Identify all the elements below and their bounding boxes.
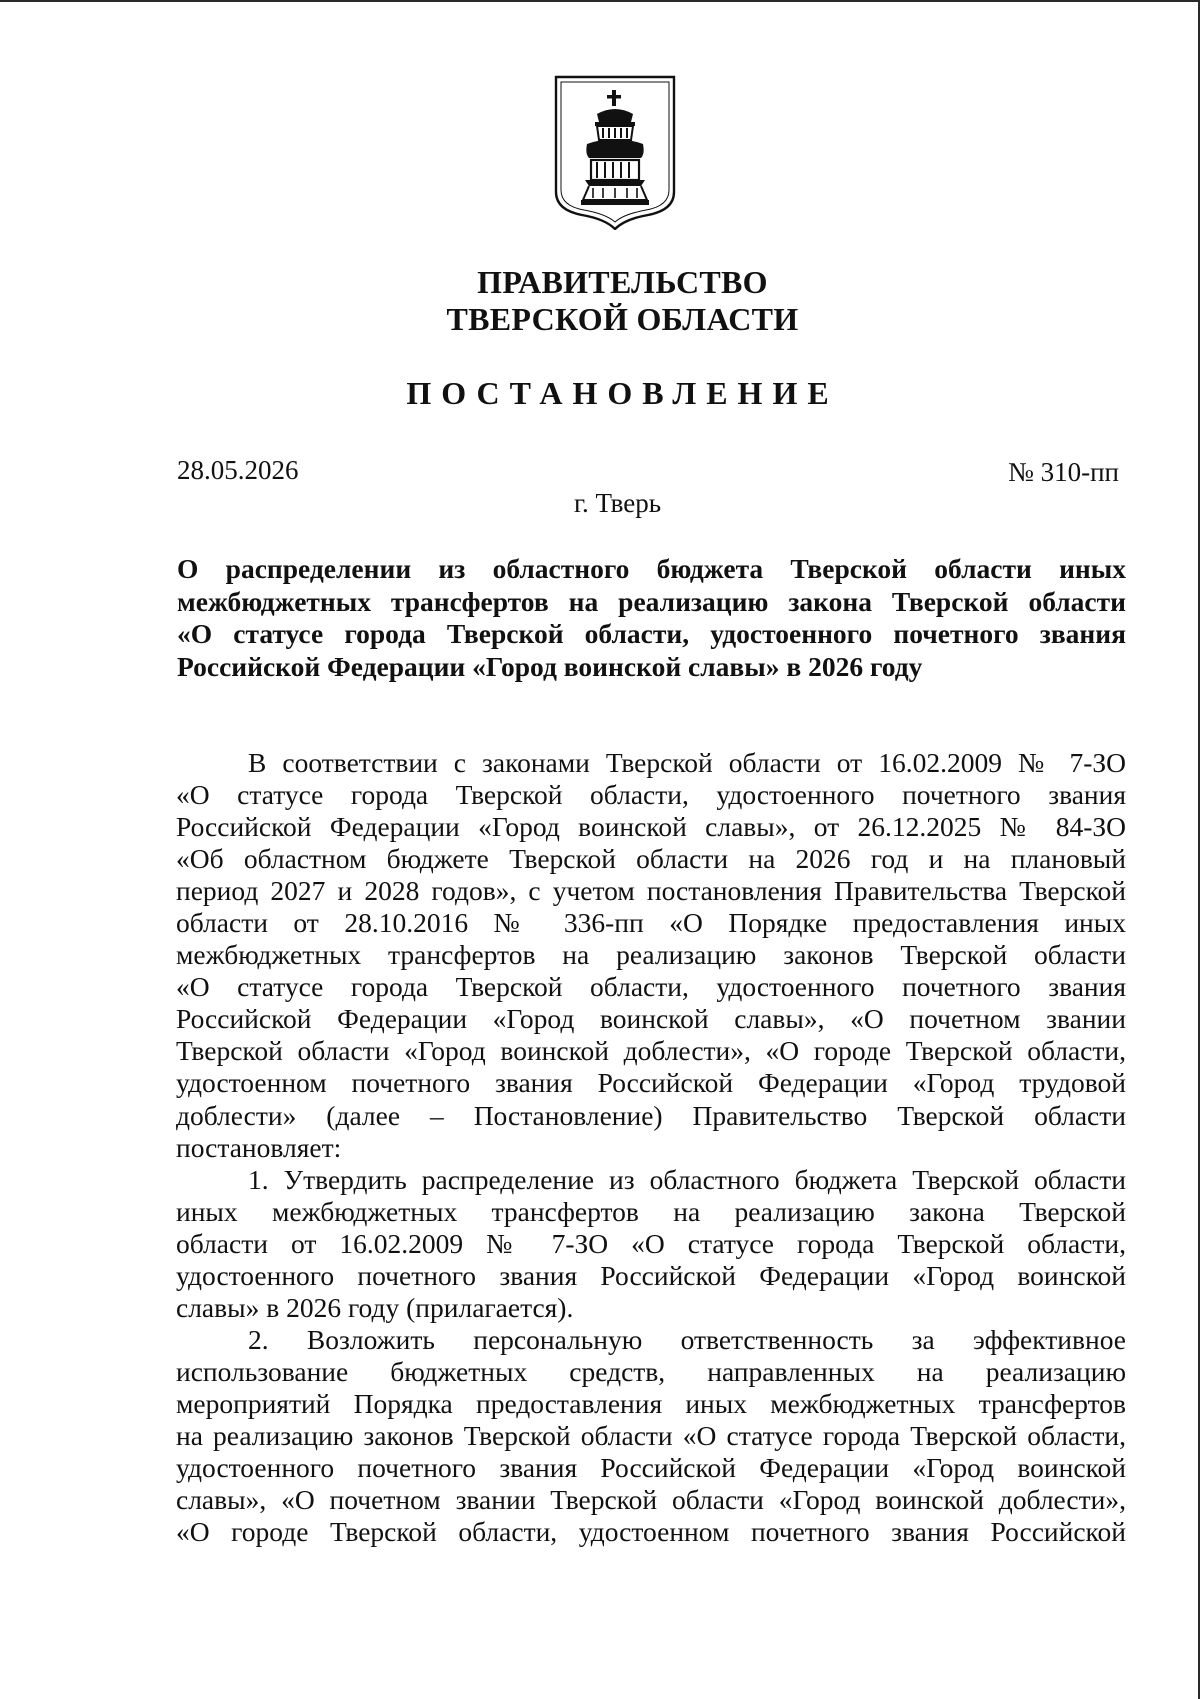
body-line: «О городе Тверской области, удостоенном почетного звания Российской — [176, 1516, 1126, 1548]
document-number: № 310-пп — [1008, 457, 1119, 487]
title-line: О распределении из областного бюджета Тверской области иных — [177, 553, 1126, 584]
body-line: 2. Возложить персональную ответственность за эффективное — [248, 1323, 1126, 1355]
body-line: «О статусе города Тверской области, удостоенного почетного звания — [176, 779, 1126, 811]
org-name-line-1: ПРАВИТЕЛЬСТВО — [477, 264, 768, 300]
body-line: использование бюджетных средств, направленных на реализацию — [176, 1355, 1126, 1387]
body-line: славы», «О почетном звании Тверской области «Город воинской доблести», — [176, 1484, 1126, 1516]
body-line: межбюджетных трансфертов на реализацию законов Тверской области — [176, 939, 1126, 971]
body-line: Российской Федерации «Город воинской славы», от 26.12.2025 № 84-ЗО — [176, 811, 1126, 843]
body-line: Российской Федерации «Город воинской славы», «О почетном звании — [176, 1003, 1126, 1035]
title-line: Российской Федерации «Город воинской славы» в 2026 году — [177, 650, 923, 682]
scan-border-top — [0, 0, 1200, 2]
title-line: межбюджетных трансфертов на реализацию закона Тверской области — [177, 585, 1126, 617]
body-line: удостоенного почетного звания Российской Федерации «Город воинской — [176, 1259, 1126, 1291]
document-title — [177, 553, 1126, 683]
body-line: области от 16.02.2009 № 7-ЗО «О статусе города Тверской области, — [176, 1227, 1126, 1259]
body-line: удостоенном почетного звания Российской Федерации «Город трудовой — [176, 1067, 1126, 1099]
body-line: доблести» (далее – Постановление) Правительство Тверской области — [176, 1099, 1126, 1131]
title-line: «О статусе города Тверской области, удостоенного почетного звания — [177, 618, 1126, 650]
body-line: удостоенного почетного звания Российской Федерации «Город воинской — [176, 1452, 1126, 1484]
body-line: «О статусе города Тверской области, удостоенного почетного звания — [176, 971, 1126, 1003]
body-line: мероприятий Порядка предоставления иных межбюджетных трансфертов — [176, 1387, 1126, 1419]
body-line: Тверской области «Город воинской доблести», «О городе Тверской области, — [176, 1035, 1126, 1067]
body-line: «Об областном бюджете Тверской области на 2026 год и на плановый — [176, 843, 1126, 875]
document-body — [176, 747, 1126, 1548]
body-line: иных межбюджетных трансфертов на реализацию закона Тверской — [176, 1195, 1126, 1227]
org-name-line-2: ТВЕРСКОЙ ОБЛАСТИ — [446, 301, 799, 337]
body-line: на реализацию законов Тверской области «О статусе города Тверской области, — [176, 1419, 1126, 1451]
body-line: постановляет: — [176, 1131, 342, 1163]
body-line: славы» в 2026 году (прилагается). — [176, 1291, 574, 1323]
body-line: 1. Утвердить распределение из областного бюджета Тверской области — [248, 1163, 1126, 1195]
document-type: ПОСТАНОВЛЕНИЕ — [406, 375, 839, 411]
body-line: период 2027 и 2028 годов», с учетом постановления Правительства Тверской — [176, 875, 1126, 907]
document-date: 28.05.2026 — [177, 455, 299, 485]
document-city: г. Тверь — [573, 488, 662, 518]
tver-coat-of-arms-icon — [553, 74, 677, 230]
body-line: области от 28.10.2016 № 336-пп «О Порядке предоставления иных — [176, 907, 1126, 939]
body-line: В соответствии с законами Тверской области от 16.02.2009 № 7-ЗО — [248, 747, 1126, 778]
